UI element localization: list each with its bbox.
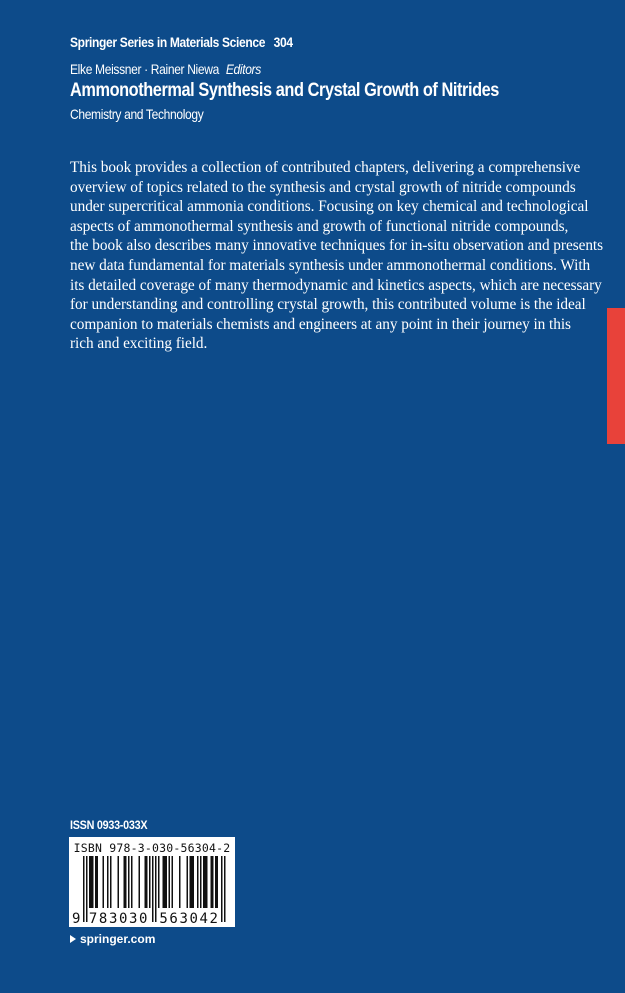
- color-edge-tab: [607, 308, 625, 444]
- svg-text:9: 9: [71, 911, 83, 927]
- description-line: companion to materials chemists and engineers at any point in their journey in this: [70, 315, 571, 333]
- series-name: Springer Series in Materials Science: [70, 34, 266, 50]
- book-description: [70, 158, 604, 354]
- svg-text:783030: 783030: [88, 911, 150, 927]
- book-title: Ammonothermal Synthesis and Crystal Growth of Nitrides: [70, 80, 499, 101]
- springer-website-link[interactable]: [70, 932, 155, 946]
- series-number: 304: [273, 34, 293, 50]
- description-line: for understanding and controlling crystal growth, this contributed volume is the ideal: [70, 296, 586, 314]
- series-line: [70, 34, 293, 50]
- editor-names: Elke Meissner · Rainer Niewa: [70, 61, 219, 77]
- description-line: its detailed coverage of many thermodynamic and kinetics aspects, which are necessary: [70, 276, 602, 294]
- isbn-barcode: [69, 837, 235, 927]
- description-line: under supercritical ammonia conditions. Focusing on key chemical and technological: [70, 198, 589, 216]
- description-line: overview of topics related to the synthesis and crystal growth of nitride compounds: [70, 178, 576, 196]
- editors-role: Editors: [225, 61, 261, 77]
- barcode-bars: [69, 837, 235, 927]
- description-line: the book also describes many innovative techniques for in-situ observation and presents: [70, 237, 604, 255]
- issn-label: ISSN 0933-033X: [70, 818, 148, 832]
- website-label: springer.com: [80, 932, 156, 946]
- description-line: aspects of ammonothermal synthesis and growth of functional nitride compounds,: [70, 217, 569, 235]
- editors-line: [70, 61, 261, 77]
- description-line: This book provides a collection of contributed chapters, delivering a comprehensive: [70, 159, 581, 176]
- description-line: rich and exciting field.: [70, 335, 208, 353]
- isbn-label: ISBN 978-3-030-56304-2: [73, 841, 231, 855]
- description-line: new data fundamental for materials synthesis under ammonothermal conditions. With: [70, 256, 591, 274]
- book-subtitle: Chemistry and Technology: [70, 106, 204, 122]
- play-arrow-icon: [70, 935, 76, 943]
- svg-text:563042: 563042: [159, 911, 220, 927]
